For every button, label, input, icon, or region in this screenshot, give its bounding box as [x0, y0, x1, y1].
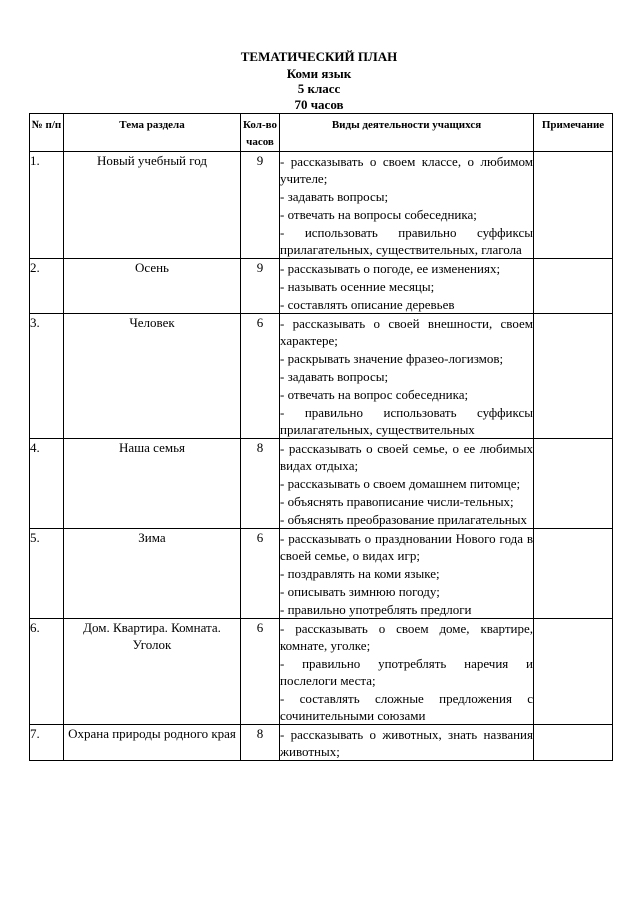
- activity-item: - отвечать на вопросы собеседника;: [280, 207, 477, 222]
- row-hours: 9: [241, 259, 280, 314]
- activity-item: - рассказывать о своем классе, о любимом учителе;: [280, 154, 533, 186]
- activity-item: - задавать вопросы;: [280, 189, 389, 204]
- row-topic: Дом. Квартира. Комната. Уголок: [64, 619, 241, 725]
- table-row: [30, 725, 613, 761]
- activity-item: - рассказывать о своем домашнем питомце;: [280, 476, 521, 491]
- table-row: [30, 439, 613, 529]
- activity-item: - рассказывать о погоде, ее изменениях;: [280, 261, 501, 276]
- activity-item: - правильно употреблять наречия и послелоги места;: [280, 656, 533, 688]
- row-topic: Охрана природы родного края: [64, 725, 241, 761]
- header-note: Примечание: [534, 114, 613, 152]
- row-hours: 8: [241, 725, 280, 761]
- header-hours: Кол-во часов: [241, 114, 280, 152]
- activity-item: - рассказывать о своей семье, о ее любимых видах отдыха;: [280, 441, 533, 473]
- activity-item: - составлять сложные предложения с сочинительными союзами: [280, 691, 533, 723]
- row-note: [534, 529, 613, 619]
- activity-item: - правильно употреблять предлоги: [280, 602, 472, 617]
- table-row: [30, 314, 613, 439]
- grade-title: 5 класс: [297, 81, 341, 96]
- table-header-row: [30, 114, 613, 152]
- row-hours: 9: [241, 152, 280, 259]
- row-number: 1.: [30, 152, 64, 259]
- row-number: 3.: [30, 314, 64, 439]
- hours-title: 70 часов: [294, 97, 344, 112]
- activity-item: - рассказывать о своей внешности, своем характере;: [280, 316, 533, 348]
- row-hours: 6: [241, 529, 280, 619]
- row-note: [534, 439, 613, 529]
- activity-item: - объяснять преобразование прилагательных: [280, 512, 527, 527]
- row-activities: [280, 529, 534, 619]
- row-number: 5.: [30, 529, 64, 619]
- row-activities: [280, 314, 534, 439]
- row-hours: 8: [241, 439, 280, 529]
- row-note: [534, 259, 613, 314]
- activity-item: - называть осенние месяцы;: [280, 279, 435, 294]
- table-body: [30, 152, 613, 761]
- header-activities: Виды деятельности учащихся: [280, 114, 534, 152]
- row-topic: Новый учебный год: [64, 152, 241, 259]
- activity-item: - поздравлять на коми языке;: [280, 566, 440, 581]
- row-activities: [280, 725, 534, 761]
- activity-item: - отвечать на вопрос собеседника;: [280, 387, 469, 402]
- table-row: [30, 619, 613, 725]
- activity-item: - задавать вопросы;: [280, 369, 389, 384]
- header-topic: Тема раздела: [64, 114, 241, 152]
- row-note: [534, 725, 613, 761]
- table-row: [30, 152, 613, 259]
- row-activities: [280, 439, 534, 529]
- row-note: [534, 152, 613, 259]
- table-row: [30, 259, 613, 314]
- header-num: № п/п: [30, 114, 64, 152]
- row-number: 6.: [30, 619, 64, 725]
- row-topic: Наша семья: [64, 439, 241, 529]
- plan-title: ТЕМАТИЧЕСКИЙ ПЛАН: [240, 49, 398, 64]
- row-hours: 6: [241, 619, 280, 725]
- row-number: 2.: [30, 259, 64, 314]
- activity-item: - рассказывать о праздновании Нового года в своей семье, о видах игр;: [280, 531, 533, 563]
- row-activities: [280, 619, 534, 725]
- row-number: 4.: [30, 439, 64, 529]
- activity-item: - описывать зимнюю погоду;: [280, 584, 440, 599]
- row-activities: [280, 259, 534, 314]
- activity-item: - рассказывать о своем доме, квартире, комнате, уголке;: [280, 621, 533, 653]
- activity-item: - использовать правильно суффиксы прилагательных, существительных, глагола: [280, 225, 533, 257]
- activity-item: - раскрывать значение фразео-логизмов;: [280, 351, 504, 366]
- activity-item: - объяснять правописание числи-тельных;: [280, 494, 514, 509]
- row-topic: Осень: [64, 259, 241, 314]
- activity-item: - правильно использовать суффиксы прилагательных, существительных: [280, 405, 533, 437]
- row-note: [534, 619, 613, 725]
- row-note: [534, 314, 613, 439]
- row-hours: 6: [241, 314, 280, 439]
- row-topic: Зима: [64, 529, 241, 619]
- row-topic: Человек: [64, 314, 241, 439]
- thematic-plan-table: [29, 113, 613, 761]
- row-activities: [280, 152, 534, 259]
- row-number: 7.: [30, 725, 64, 761]
- activity-item: - составлять описание деревьев: [280, 297, 455, 312]
- activity-item: - рассказывать о животных, знать названия животных;: [280, 727, 533, 759]
- subject-title: Коми язык: [286, 66, 352, 81]
- table-row: [30, 529, 613, 619]
